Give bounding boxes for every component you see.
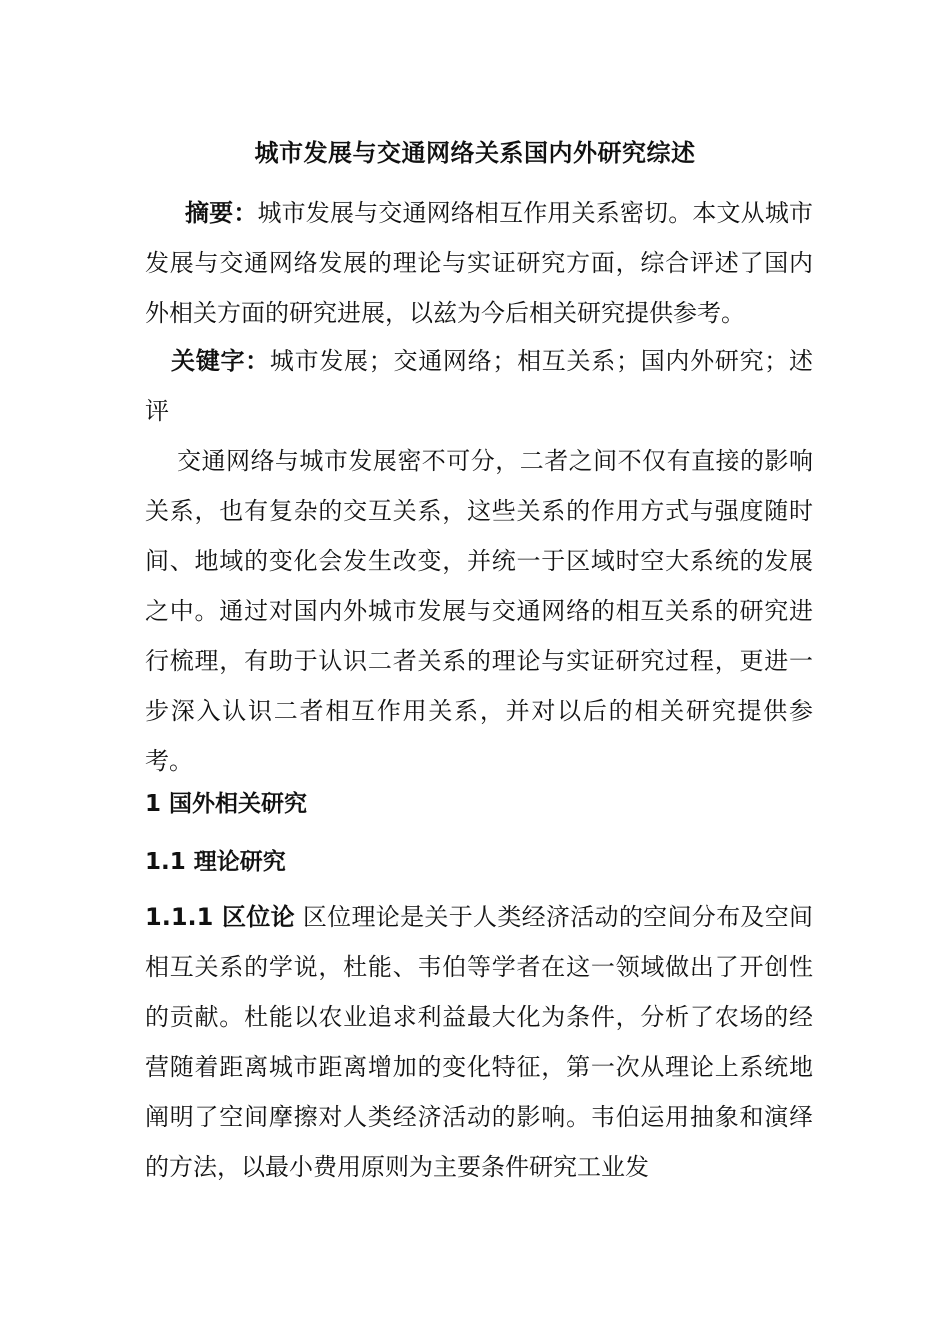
abstract-paragraph (145, 188, 813, 338)
keywords-text: 城市发展；交通网络；相互关系；国内外研究；述评 (145, 347, 814, 425)
abstract-label: 摘要： (185, 199, 258, 227)
section-heading-1: 1 国外相关研究 (145, 791, 308, 817)
section-heading-1-1-1: 1.1.1 区位论 (145, 903, 295, 931)
abstract-text: 城市发展与交通网络相互作用关系密切。本文从城市发展与交通网络发展的理论与实证研究方面，综合评述了国内外相关方面的研究进展，以兹为今后相关研究提供参考。 (145, 199, 814, 327)
keywords-paragraph (145, 336, 813, 436)
section-1-1-1-paragraph (145, 892, 813, 1192)
section-heading-1-1: 1.1 理论研究 (145, 849, 286, 875)
section-1-1-1-text: 区位理论是关于人类经济活动的空间分布及空间相互关系的学说，杜能、韦伯等学者在这一领域做出了开创性的贡献。杜能以农业追求利益最大化为条件，分析了农场的经营随着距离城市距离增加的变化特征，第一次从理论上系统地阐明了空间摩擦对人类经济活动的影响。韦伯运用抽象和演绎的方法，以最小费用原则为主要条件研究工业发 (145, 903, 813, 1181)
intro-paragraph: 交通网络与城市发展密不可分，二者之间不仅有直接的影响关系，也有复杂的交互关系，这些关系的作用方式与强度随时间、地域的变化会发生改变，并统一于区域时空大系统的发展之中。通过对国内外城市发展与交通网络的相互关系的研究进行梳理，有助于认识二者关系的理论与实证研究过程，更进一步深入认识二者相互作用关系，并对以后的相关研究提供参考。 (145, 447, 813, 775)
document-title: 城市发展与交通网络关系国内外研究综述 (254, 139, 696, 167)
keywords-label: 关键字： (171, 347, 270, 375)
